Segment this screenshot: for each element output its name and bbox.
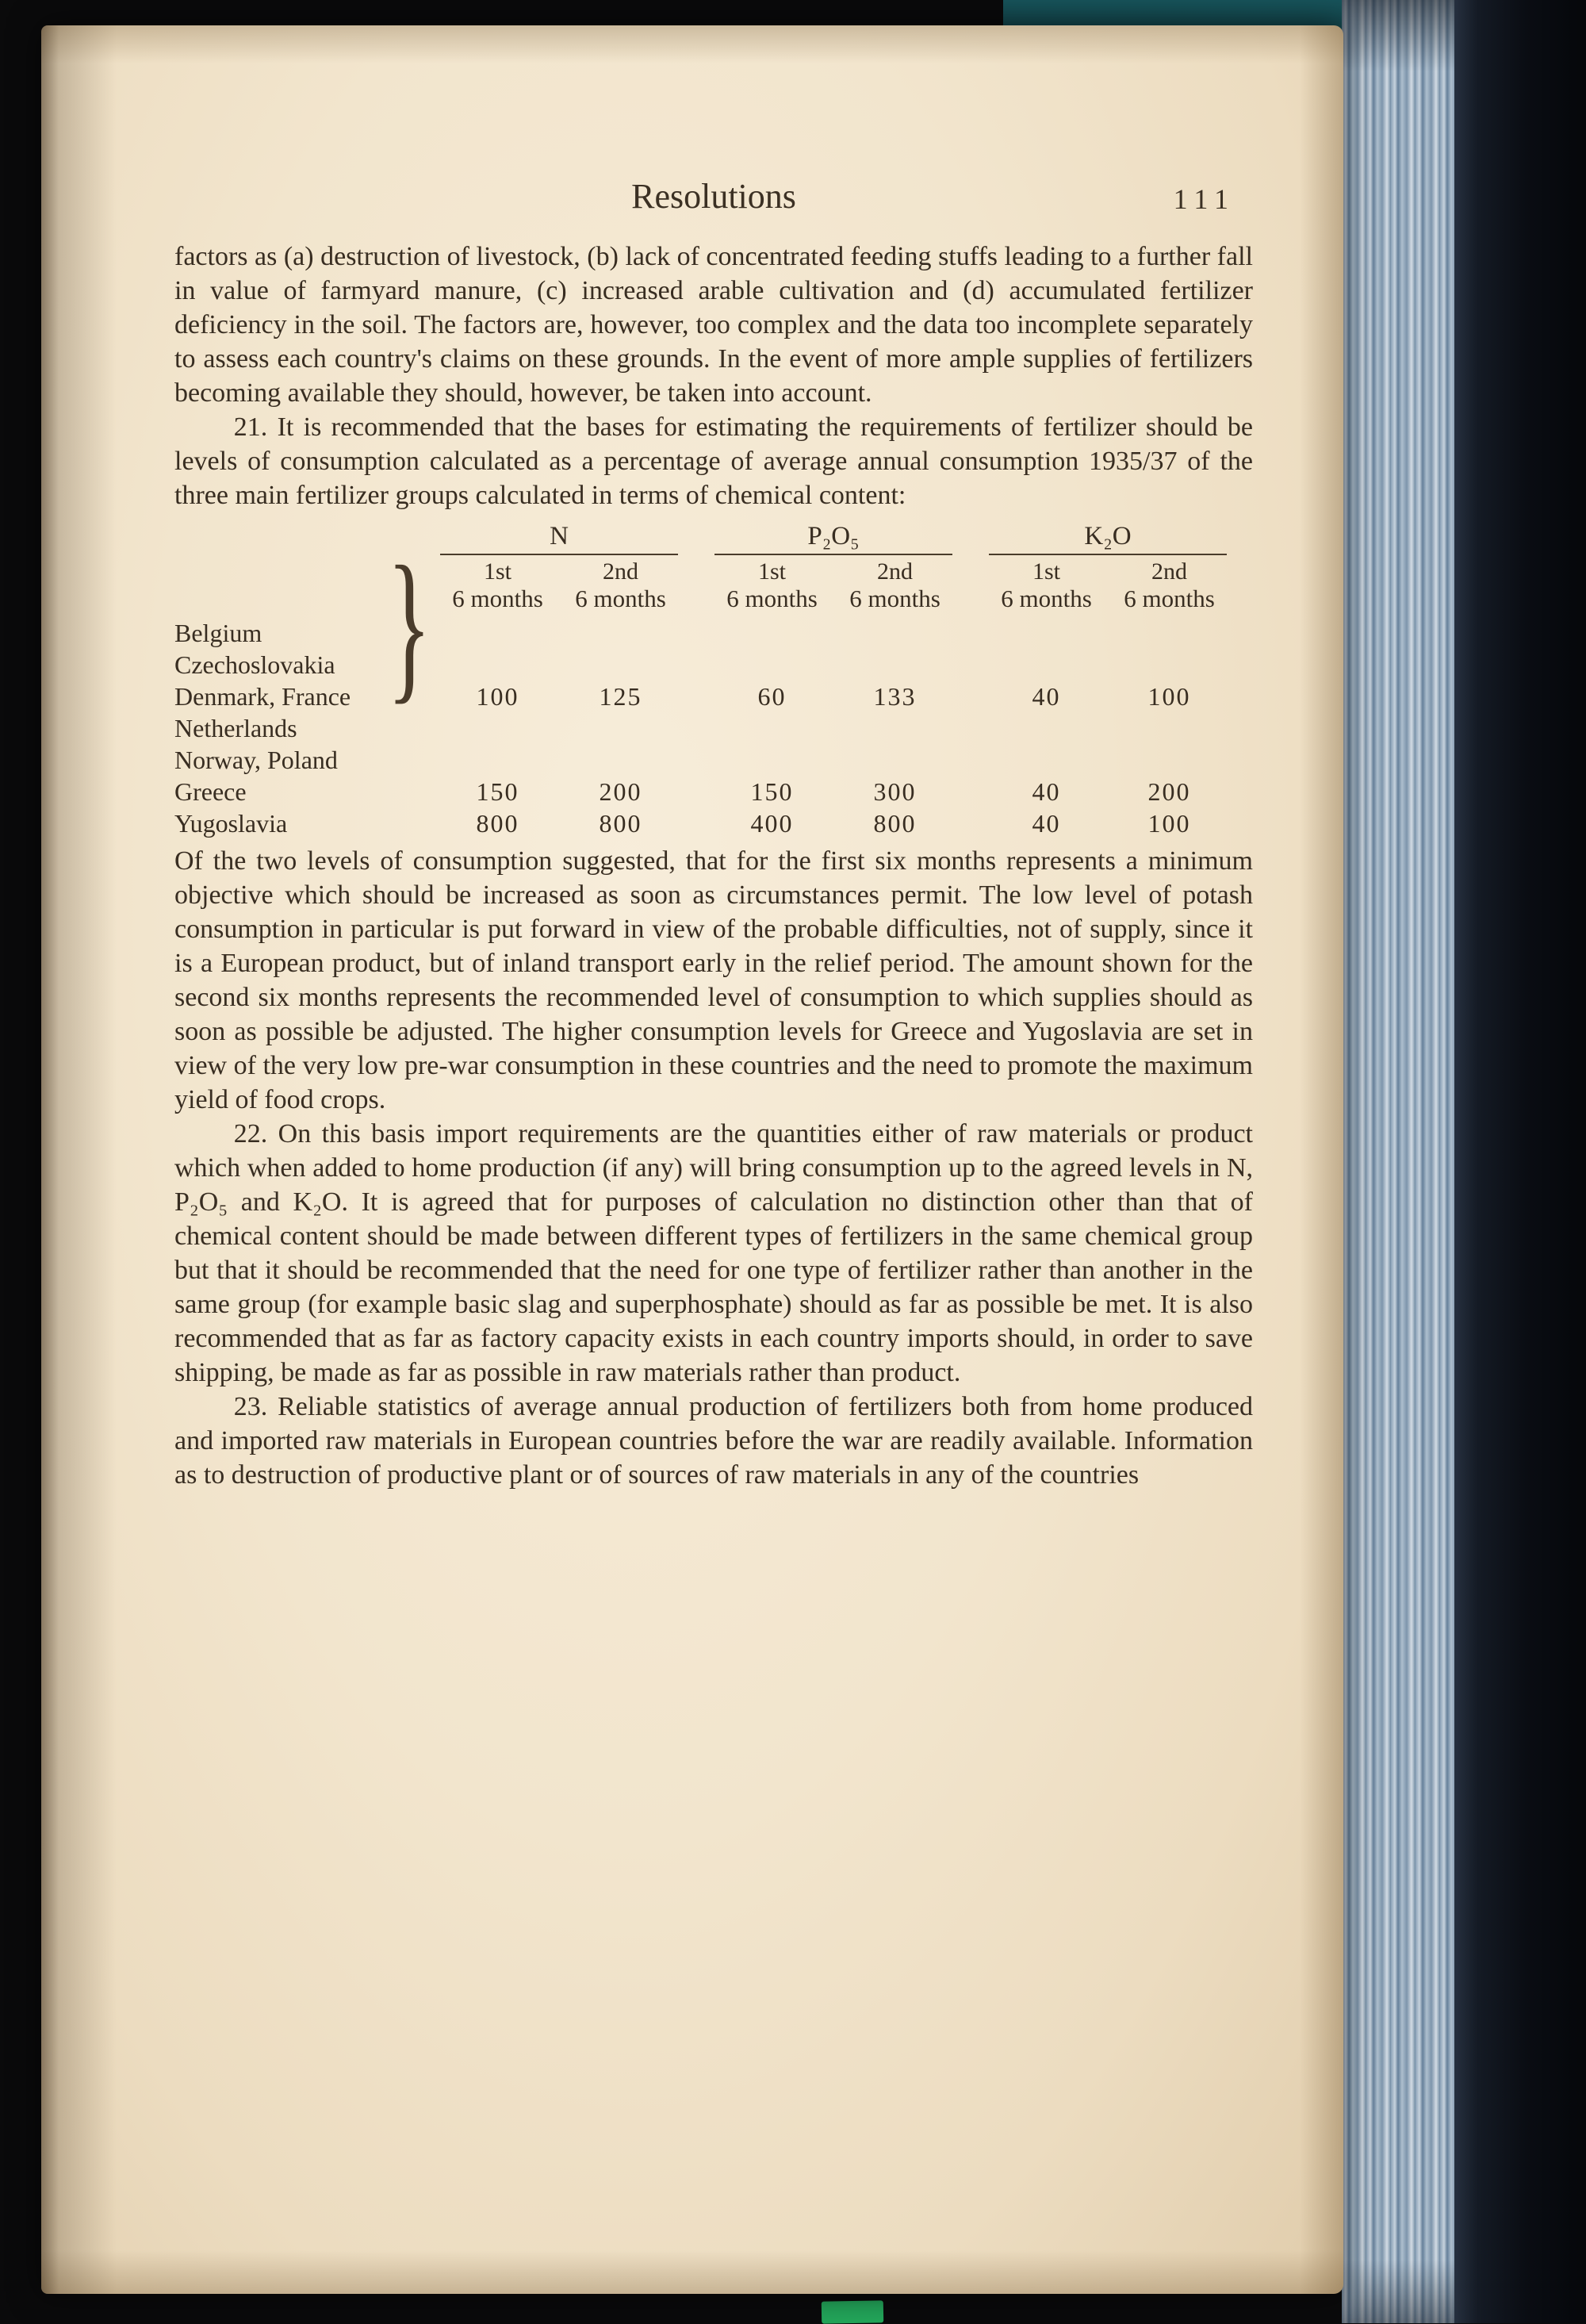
page-number: 111 [1173,183,1235,215]
table-subheader-row [174,558,1253,612]
table-value: 40 [1032,682,1061,711]
country-name: Greece [174,777,247,806]
country-name: Denmark, France [174,682,351,711]
subheader-cell [436,558,559,612]
table-group-header-row [174,520,1253,555]
country-cell [174,807,436,839]
subheader-cell [1108,558,1231,612]
subheader-unit: 6 months [575,585,666,612]
table-value: 40 [1032,777,1061,806]
book-cover-right [1454,0,1586,2323]
table-value: 150 [476,777,519,806]
country-name: Norway, Poland [174,746,338,774]
table-value: 150 [750,777,794,806]
book-page-stack-edge [1342,0,1454,2323]
country-name: Yugoslavia [174,809,288,838]
page-header [174,176,1253,225]
column-group-n: N [440,520,678,555]
subheader-ordinal: 1st [1032,558,1060,585]
table-value: 200 [599,777,642,806]
table-value: 133 [873,682,917,711]
subheader-cell [559,558,682,612]
subheader-unit: 6 months [1124,585,1215,612]
paragraph-21: 21. It is recommended that the bases for estimating the requirements of fertilizer should be levels of consumption calculated as a percentage of average annual consumption 1935/37 of the three main fertilizer groups calculated in terms of chemical content: [174,412,1253,510]
table-value: 200 [1147,777,1191,806]
subheader-ordinal: 2nd [1151,558,1187,585]
subheader-ordinal: 1st [483,558,511,585]
country-name: Czechoslovakia [174,650,335,679]
fertilizer-consumption-table [174,520,1253,839]
scanned-page [41,25,1343,2294]
table-value: 100 [1147,809,1191,838]
subheader-unit: 6 months [726,585,818,612]
table-value: 100 [476,682,519,711]
subheader-cell [833,558,956,612]
group-brace-icon: } [387,531,431,718]
country-name: Belgium [174,619,262,647]
subheader-cell [711,558,833,612]
table-value: 800 [873,809,917,838]
subheader-unit: 6 months [1001,585,1092,612]
table-value: 400 [750,809,794,838]
table-value: 800 [476,809,519,838]
country-cell [174,776,436,807]
table-row [174,776,1253,807]
country-group-cell [174,531,436,776]
paragraph-continued: factors as (a) destruction of livestock, (b) lack of concentrated feeding stuffs leading to a further fall in value of farmyard manure, (c) increased arable cultivation and (d) accumulated fertilizer deficiency in the soil. The factors are, however, too complex and the data too incomplete separately to assess each country's claims on these grounds. In the event of more ample supplies of fertilizers becoming available they should, however, be taken into account. [174,242,1253,408]
paragraph-22: 22. On this basis import requirements are the quantities either of raw materials or product which when added to home production (if any) will bring consumption up to the agreed levels in N, P₂O₅ and K₂O. It is agreed that for purposes of calculation no distinction other than that of chemical content should be made between different types of fertilizers in the same chemical group but that it should be recommended that the need for one type of fertilizer rather than another in the same group (for example basic slag and superphosphate) should as far as possible be met. It is also recommended that as far as factory capacity exists in each country imports should, in order to save shipping, be made as far as possible in raw materials rather than product. [174,1119,1253,1387]
country-name: Netherlands [174,714,297,742]
table-value: 125 [599,682,642,711]
table-value: 800 [599,809,642,838]
table-value: 60 [757,682,787,711]
subheader-cell [985,558,1108,612]
subheader-ordinal: 1st [757,558,786,585]
table-value: 300 [873,777,917,806]
subheader-ordinal: 2nd [877,558,913,585]
column-group-gap [956,520,985,555]
subheader-ordinal: 2nd [603,558,638,585]
page-content [174,176,1253,1492]
paragraph-discussion: Of the two levels of consumption suggested, that for the first six months represents a minimum objective which should be increased as soon as circumstances permit. The low level of potash consumption in particular is put forward in view of the probable difficulties, not of supply, since it is a European product, but of inland transport early in the relief period. The amount shown for the second six months represents the recommended level of consumption to which supplies should as soon as possible be adjusted. The higher consumption levels for Greece and Yugoslavia are set in view of the very low pre-war consumption in these countries and the need to promote the maximum yield of food crops. [174,846,1253,1114]
table-row [174,807,1253,839]
column-group-p2o5: P₂O₅ [714,520,952,555]
paragraph-23: 23. Reliable statistics of average annual production of fertilizers both from home produced and imported raw materials in European countries before the war are readily available. Information as to destruction of productive plant or of sources of raw materials in any of the countries [174,1392,1253,1490]
column-group-gap [682,520,711,555]
page-title: Resolutions [631,177,796,216]
bottom-green-mark [822,2300,883,2323]
column-group-k2o: K₂O [989,520,1227,555]
table-value: 100 [1147,682,1191,711]
subheader-unit: 6 months [849,585,940,612]
table-value: 40 [1032,809,1061,838]
subheader-unit: 6 months [452,585,543,612]
